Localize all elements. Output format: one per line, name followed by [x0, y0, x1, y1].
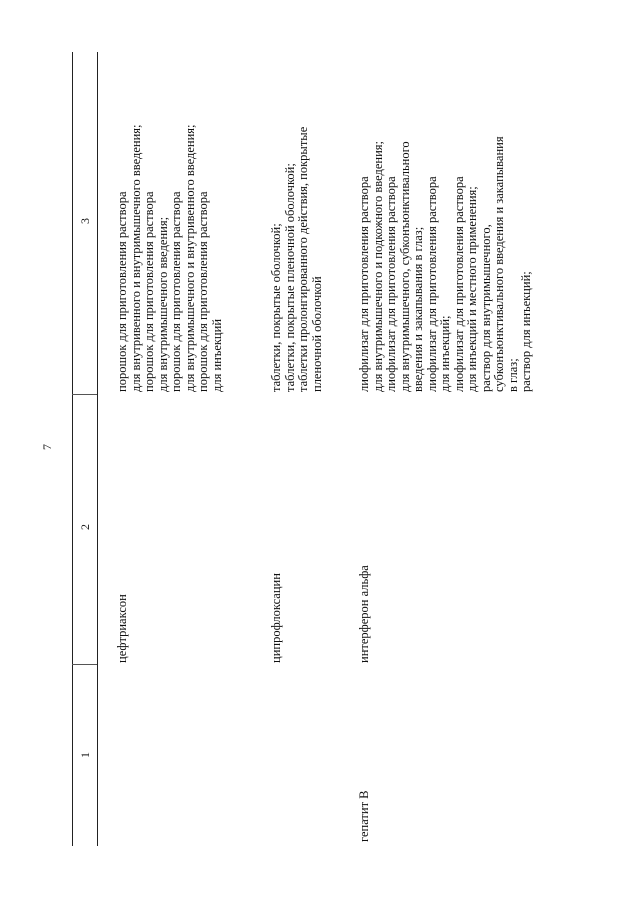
table-header-bottom-rule: [97, 52, 98, 846]
table-row-2-forms: таблетки, покрытые оболочкой; таблетки, покрытые пленочной оболочкой; таблетки пролонгированного действия, покрытые пленочной оболочкой: [269, 126, 324, 392]
table-row-1-forms: порошок для приготовления раствора для внутривенного и внутримышечного введения; порошок для приготовления раствора для внутримышечного введения; порошок для приготовления раствора для внутримышечного и внутривенного введения; порошок для приготовления раствора для инъекций: [115, 124, 224, 392]
rotated-document-sheet: [40, 10, 600, 890]
table-top-rule: [72, 52, 73, 846]
table-row-2-drug: ципрофлоксацин: [269, 573, 283, 663]
table-row-3-forms: лиофилизат для приготовления раствора для внутримышечного и подкожного введения; лиофилизат для приготовления раствора для внутримышечного, субконъюнктивального введения и закапывания в глаз; лиофилизат для приготовления раствора для инъекций; лиофилизат для приготовления раствора для инъекций и местного применения; раствор для внутримышечного, субконъюнктивального введения и закапывания в глаз; раствор для инъекций;: [357, 136, 533, 392]
column-header-2: 2: [78, 524, 92, 530]
table-row-3-disease: гепатит B: [357, 790, 371, 842]
column-header-3: 3: [78, 218, 92, 224]
header-column-separator-1: [72, 664, 97, 665]
page-number: 7: [40, 444, 54, 450]
table-row-1-drug: цефтриаксон: [115, 594, 129, 663]
column-header-1: 1: [78, 752, 92, 758]
header-column-separator-2: [72, 394, 97, 395]
table-row-3-drug: интерферон альфа: [357, 565, 371, 663]
